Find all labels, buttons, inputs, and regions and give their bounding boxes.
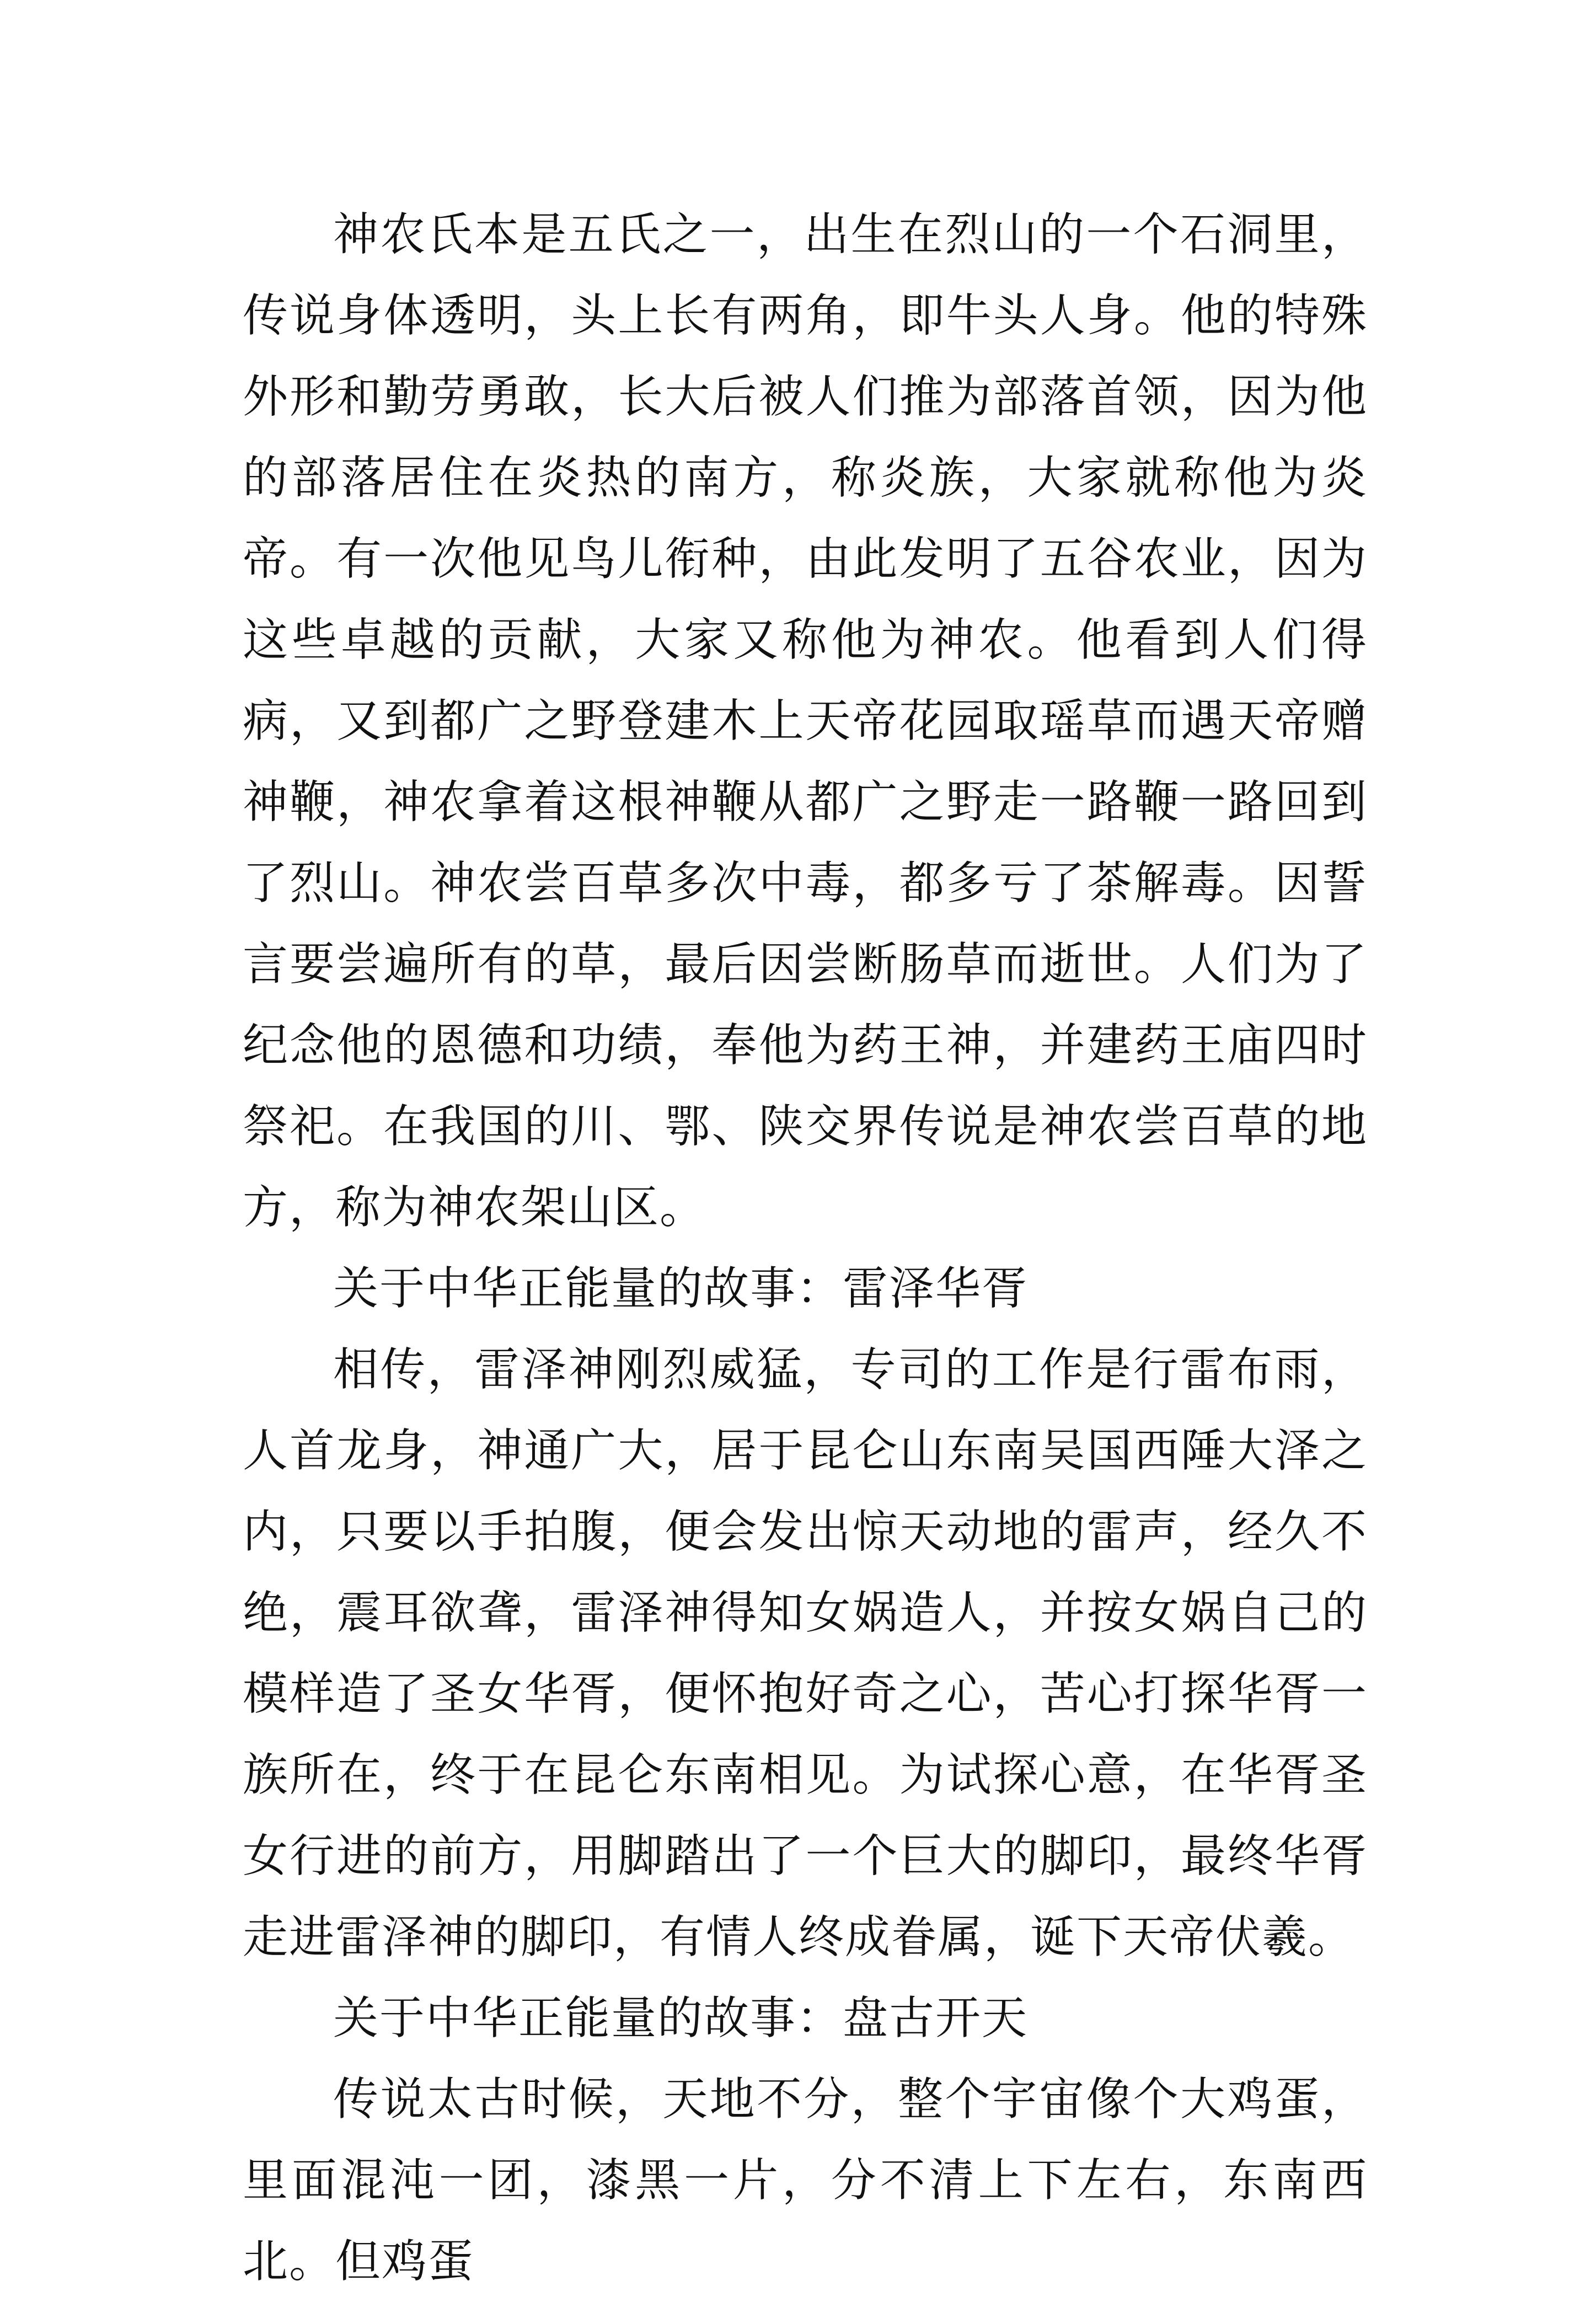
paragraph-leize-huaxu: 相传，雷泽神刚烈威猛，专司的工作是行雷布雨，人首龙身，神通广大，居于昆仑山东南吴国西陲大泽之内，只要以手拍腹，便会发出惊天动地的雷声，经久不绝，震耳欲聋，雷泽神得知女娲造人，并按女娲自己的模样造了圣女华胥，便怀抱好奇之心，苦心打探华胥一族所在，终于在昆仑东南相见。为试探心意，在华胥圣女行进的前方，用脚踏出了一个巨大的脚印，最终华胥走进雷泽神的脚印，有情人终成眷属，诞下天帝伏羲。 — [243, 1343, 1368, 1963]
heading-pangu: 关于中华正能量的故事：盘古开天 — [333, 1992, 1029, 2044]
heading-leize-huaxu: 关于中华正能量的故事：雷泽华胥 — [333, 1262, 1029, 1315]
document-body — [243, 194, 1368, 2302]
paragraph-shennong: 神农氏本是五氏之一，出生在烈山的一个石洞里，传说身体透明，头上长有两角，即牛头人身。他的特殊外形和勤劳勇敢，长大后被人们推为部落首领，因为他的部落居住在炎热的南方，称炎族，大家就称他为炎帝。有一次他见鸟儿衔种，由此发明了五谷农业，因为这些卓越的贡献，大家又称他为神农。他看到人们得病，又到都广之野登建木上天帝花园取瑶草而遇天帝赠神鞭，神农拿着这根神鞭从都广之野走一路鞭一路回到了烈山。神农尝百草多次中毒，都多亏了茶解毒。因誓言要尝遍所有的草，最后因尝断肠草而逝世。人们为了纪念他的恩德和功绩，奉他为药王神，并建药王庙四时祭祀。在我国的川、鄂、陕交界传说是神农尝百草的地方，称为神农架山区。 — [243, 208, 1368, 1234]
paragraph-pangu: 传说太古时候，天地不分，整个宇宙像个大鸡蛋，里面混沌一团，漆黑一片，分不清上下左右，东南西北。但鸡蛋 — [243, 2073, 1368, 2288]
